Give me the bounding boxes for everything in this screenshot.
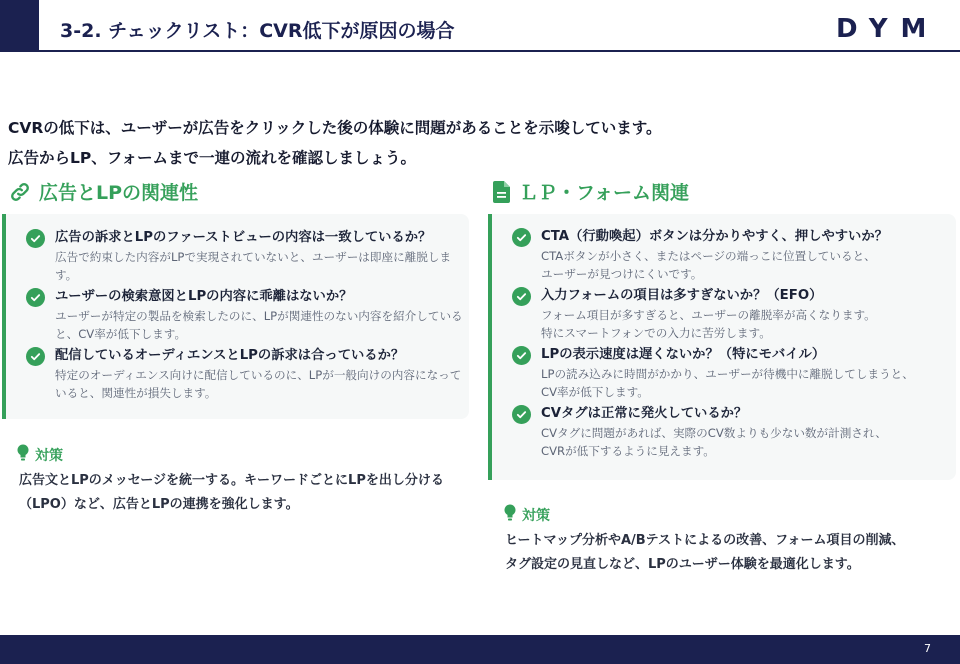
desc-line: CVRが低下するように見えます。 (541, 444, 715, 458)
desc-line: CTAボタンが小さく、またはページの端っこに位置していると、 (541, 249, 876, 263)
desc-line: CVタグに問題があれば、実際のCV数よりも少ない数が計測され、 (541, 426, 887, 440)
check-circle-icon (26, 347, 45, 366)
lightbulb-icon (504, 504, 516, 525)
intro-line: CVRの低下は、ユーザーが広告をクリックした後の体験に問題があることを示唆しています。 (8, 119, 662, 137)
desc-line: 特にスマートフォンでの入力に苦労します。 (541, 326, 771, 340)
link-icon (9, 181, 31, 203)
checklist-item-title: ユーザーの検索意図とLPの内容に乖離はないか？ (55, 289, 353, 304)
desc-line: フォーム項目が多すぎると、ユーザーの離脱率が高くなります。 (541, 308, 876, 322)
checklist-item (512, 345, 950, 401)
header-rule (39, 50, 960, 52)
check-circle-icon (26, 229, 45, 248)
right-measure-heading (504, 504, 550, 525)
check-circle-icon (512, 405, 531, 424)
left-checklist-card (2, 214, 469, 419)
check-circle-icon (26, 288, 45, 307)
page-title: 3-2. チェックリスト：CVR低下が原因の場合 (60, 20, 455, 42)
measure-line: ヒートマップ分析やA/Bテストによるの改善、フォーム項目の削減、 (505, 533, 905, 548)
checklist-item-desc (541, 365, 950, 401)
checklist-item (512, 227, 950, 283)
right-measure-text (505, 529, 905, 577)
intro-text (8, 113, 661, 173)
page-number: 7 (924, 642, 931, 655)
checklist-item-title: 広告の訴求とLPのファーストビューの内容は一致しているか？ (55, 230, 432, 245)
desc-line: ユーザーが見つけにくいです。 (541, 267, 703, 281)
measure-line: 広告文とLPのメッセージを統一する。キーワードごとにLPを出し分ける (19, 473, 444, 488)
left-measure-heading (17, 444, 63, 465)
header-accent-block (0, 0, 39, 52)
right-section-title: ＬＰ・フォーム関連 (519, 182, 690, 204)
company-logo: DYM (836, 14, 940, 44)
measure-line: （LPO）など、広告とLPの連携を強化します。 (19, 497, 299, 512)
checklist-item-title: CVタグは正常に発火しているか？ (541, 406, 748, 421)
measure-line: タグ設定の見直しなど、LPのユーザー体験を最適化します。 (505, 557, 860, 572)
desc-line: LPの読み込みに時間がかかり、ユーザーが待機中に離脱してしまうと、 (541, 367, 914, 381)
checklist-item (26, 228, 463, 284)
lightbulb-icon (17, 444, 29, 465)
left-section-title: 広告とLPの関連性 (39, 182, 199, 204)
checklist-item-desc: ユーザーが特定の製品を検索したのに、LPが関連性のない内容を紹介していると、CV率が低下します。 (55, 309, 463, 341)
checklist-item (512, 404, 950, 460)
checklist-item-desc (541, 306, 950, 342)
checklist-item (26, 346, 463, 402)
checklist-item-desc (541, 247, 950, 283)
checklist-item-title: CTA（行動喚起）ボタンは分かりやすく、押しやすいか？ (541, 229, 888, 244)
desc-line: CV率が低下します。 (541, 385, 649, 399)
intro-line: 広告からLP、フォームまで一連の流れを確認しましょう。 (8, 149, 416, 167)
right-section-heading (493, 178, 689, 205)
footer-bar (0, 635, 960, 664)
checklist-item-desc: 広告で約束した内容がLPで実現されていないと、ユーザーは即座に離脱します。 (55, 250, 452, 282)
checklist-item-title: 配信しているオーディエンスとLPの訴求は合っているか？ (55, 348, 405, 363)
left-measure-label: 対策 (35, 447, 63, 464)
checklist-item-desc: 特定のオーディエンス向けに配信しているのに、LPが一般向けの内容になっていると、関連性が損失します。 (55, 368, 462, 400)
left-section-heading (9, 178, 198, 205)
right-measure-label: 対策 (522, 507, 550, 524)
checklist-item (512, 286, 950, 342)
checklist-item-desc (541, 424, 950, 460)
checklist-item (26, 287, 463, 343)
check-circle-icon (512, 287, 531, 306)
left-measure-text (19, 469, 444, 517)
check-circle-icon (512, 228, 531, 247)
check-circle-icon (512, 346, 531, 365)
document-icon (493, 181, 511, 203)
checklist-item-title: 入力フォームの項目は多すぎないか？（EFO） (541, 288, 823, 303)
checklist-item-title: LPの表示速度は遅くないか？（特にモバイル） (541, 347, 826, 362)
right-checklist-card (488, 214, 956, 480)
